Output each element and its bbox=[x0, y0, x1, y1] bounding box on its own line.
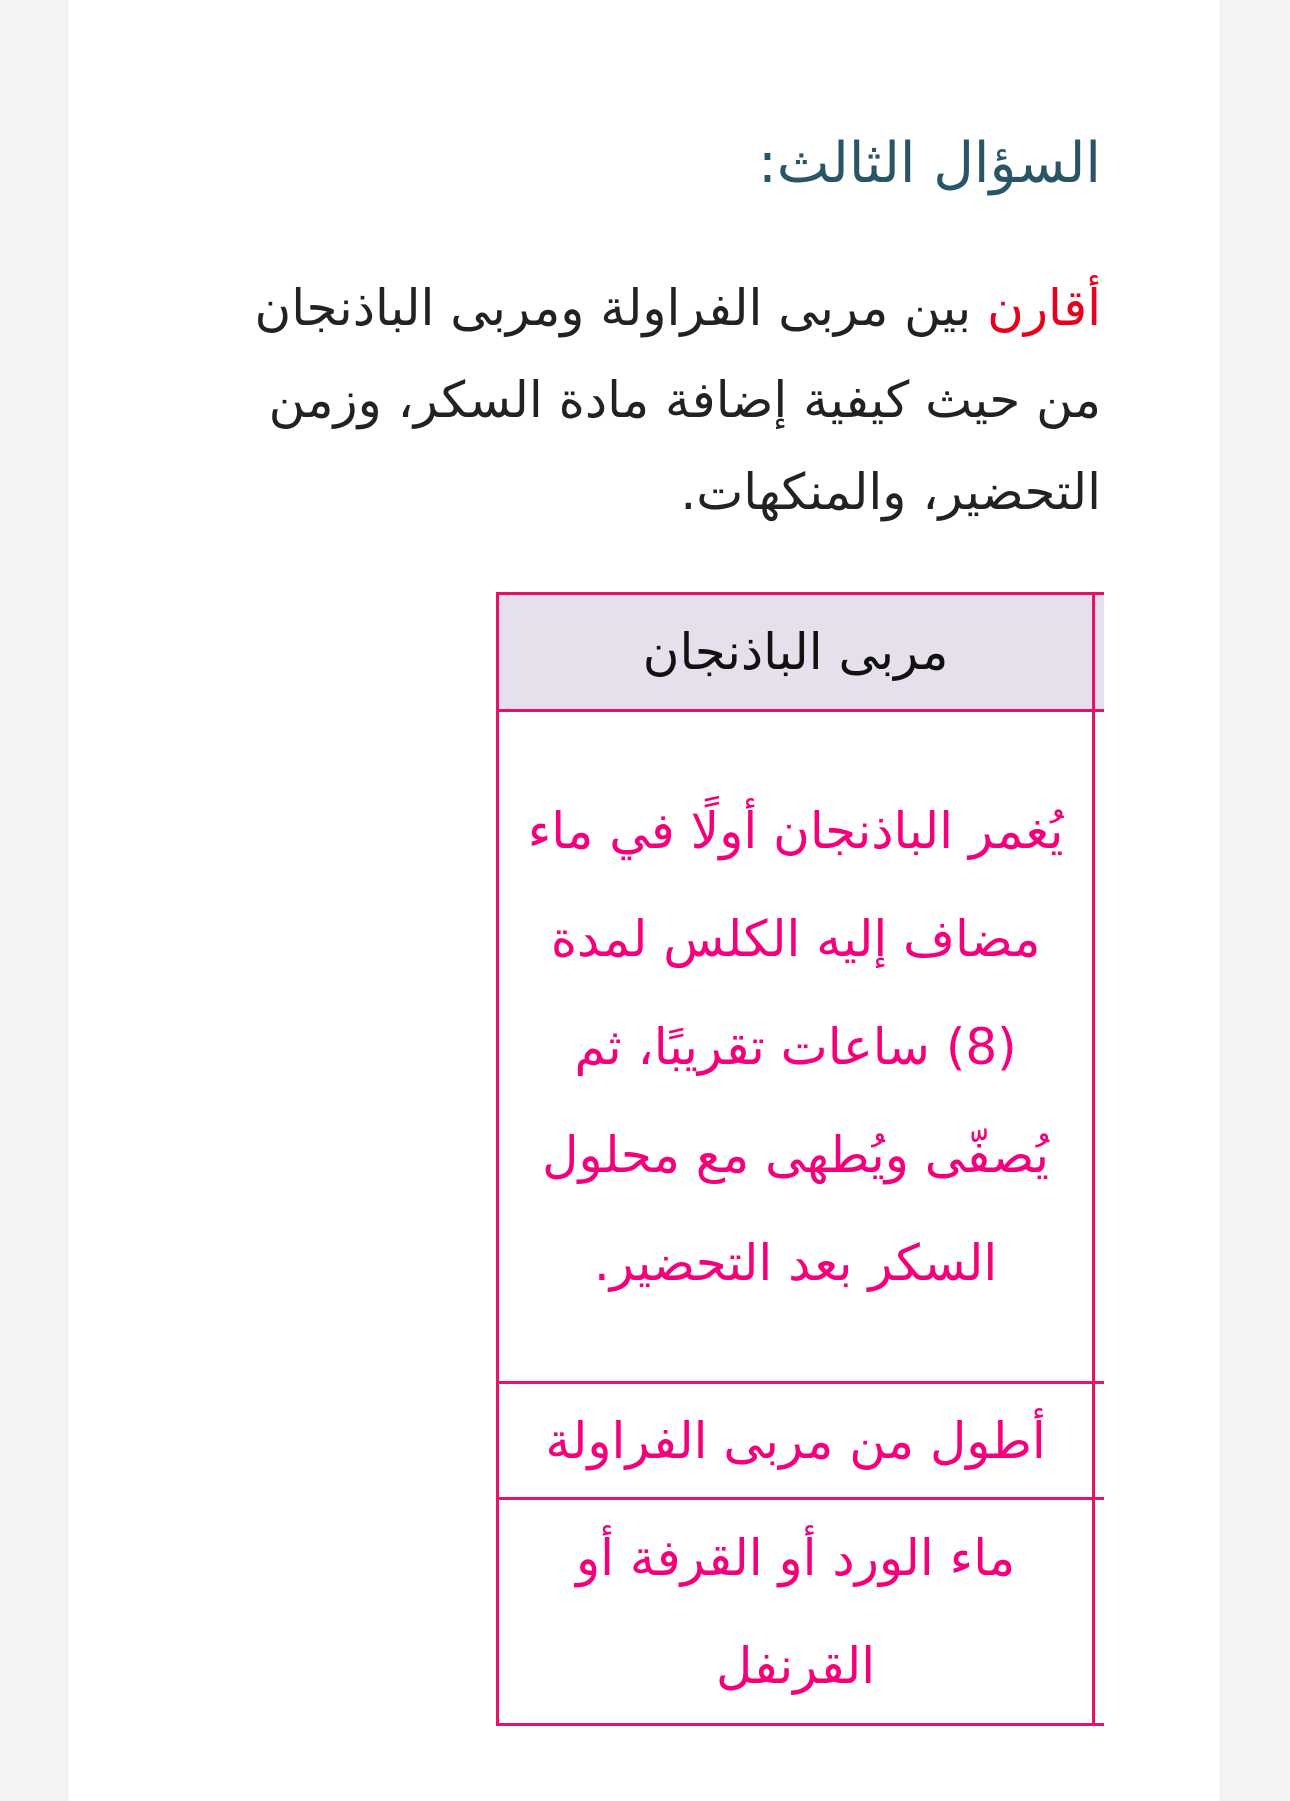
question-text bbox=[190, 262, 1101, 538]
table-cell-flavorings: ماء الورد أو القرفة أو القرنفل bbox=[498, 1499, 1094, 1725]
question-verb: أقارن bbox=[987, 279, 1101, 337]
table-row bbox=[498, 711, 1105, 1383]
question-body-text: بين مربى الفراولة ومربى الباذنجان من حيث كيفية إضافة مادة السكر، وزمن التحضير، والمنكهات. bbox=[254, 279, 1101, 521]
table-header-row bbox=[498, 594, 1105, 711]
table-cell-sugar-method: يُغمر الباذنجان أولًا في ماء مضاف إليه الكلس لمدة (8) ساعات تقريبًا، ثم يُصفّى ويُطهى مع محلول السكر بعد التحضير. bbox=[498, 711, 1094, 1383]
table-header-cell-strawberry bbox=[1094, 594, 1104, 711]
table-cell-hidden bbox=[1094, 1499, 1104, 1725]
table-header-cell-eggplant: مربى الباذنجان bbox=[498, 594, 1094, 711]
comparison-table-viewport[interactable] bbox=[492, 592, 1104, 1734]
comparison-table bbox=[496, 592, 1104, 1726]
table-row bbox=[498, 1383, 1105, 1499]
table-cell-prep-time: أطول من مربى الفراولة bbox=[498, 1383, 1094, 1499]
table-cell-hidden bbox=[1094, 711, 1104, 1383]
table-cell-hidden bbox=[1094, 1383, 1104, 1499]
table-row bbox=[498, 1499, 1105, 1725]
question-title: السؤال الثالث: bbox=[757, 131, 1101, 196]
